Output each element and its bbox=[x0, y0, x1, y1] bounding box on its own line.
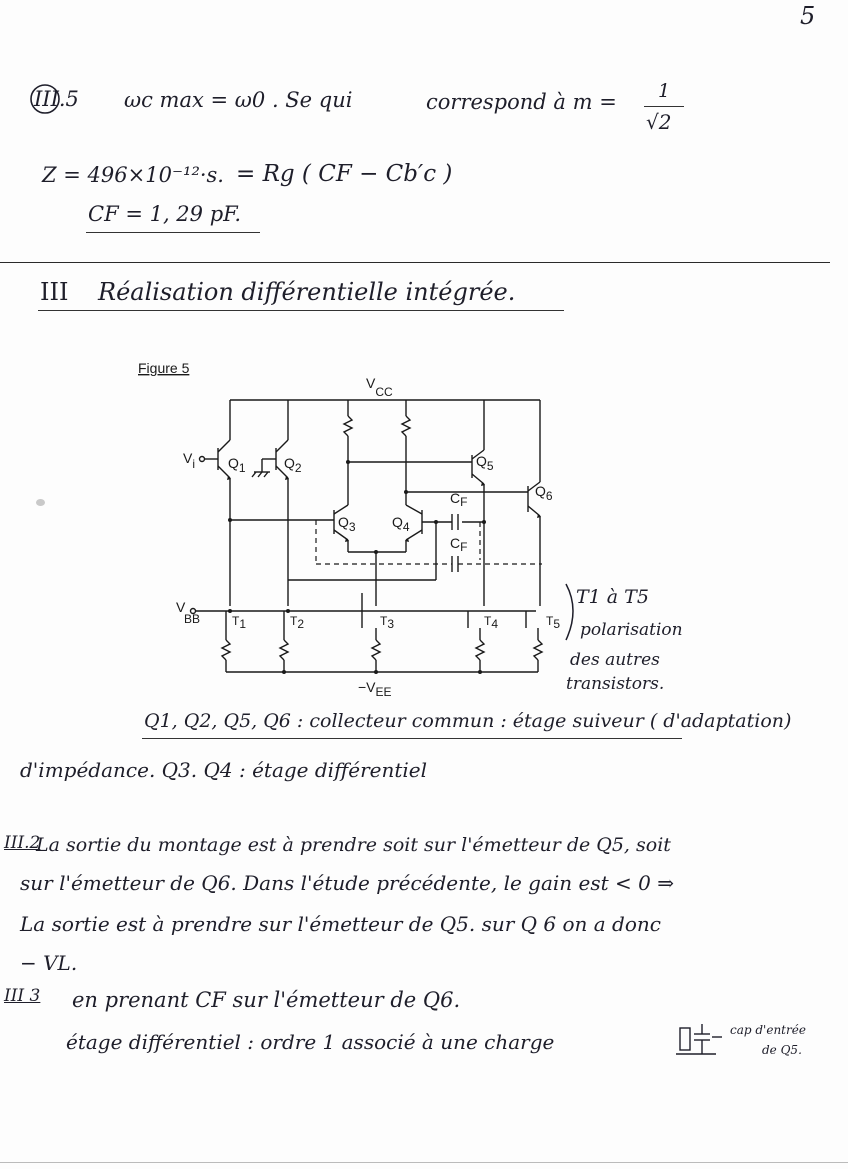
t2-label: T2 bbox=[290, 614, 305, 631]
vi-label: Vi bbox=[183, 450, 196, 471]
q3-label: Q3 bbox=[338, 514, 356, 534]
side-note-line2: polarisation bbox=[580, 620, 683, 640]
t1-label: T1 bbox=[232, 614, 247, 631]
paragraph3-note1: cap d'entrée bbox=[730, 1023, 806, 1037]
paragraph2-line4: − VL. bbox=[20, 951, 78, 975]
cf-label-1: CF bbox=[450, 490, 468, 509]
side-note-line4: transistors. bbox=[566, 674, 665, 694]
fraction-numerator: 1 bbox=[658, 80, 671, 102]
vcc-label: VCC bbox=[366, 375, 393, 399]
section-title: Réalisation différentielle intégrée. bbox=[98, 278, 516, 306]
vbb-label: V BB bbox=[176, 599, 201, 626]
cf-label-2: CF bbox=[450, 535, 468, 554]
paragraph3-line1: en prenant CF sur l'émetteur de Q6. bbox=[72, 988, 461, 1012]
q6-label: Q6 bbox=[535, 483, 553, 503]
paragraph3-note2: de Q5. bbox=[762, 1043, 802, 1057]
paragraph2-label: III.2 bbox=[4, 833, 41, 853]
paragraph2-line1: La sortie du montage est à prendre soit sur l'émetteur de Q5, soit bbox=[36, 834, 671, 856]
q1-label: Q1 bbox=[228, 455, 246, 475]
paragraph2-line2: sur l'émetteur de Q6. Dans l'étude précédente, le gain est < 0 ⇒ bbox=[20, 871, 674, 895]
paragraph1-line2: d'impédance. Q3. Q4 : étage différentiel bbox=[20, 758, 428, 782]
equation-z-right: = Rg ( CF − Cb′c ) bbox=[236, 161, 453, 187]
t3-label: T3 bbox=[380, 614, 395, 631]
q2-label: Q2 bbox=[284, 455, 302, 475]
side-bracket bbox=[566, 584, 573, 640]
paper-smudge bbox=[36, 499, 45, 506]
q5-label: Q5 bbox=[476, 453, 494, 473]
load-capacitor-icon bbox=[676, 1020, 726, 1070]
page-number: 5 bbox=[800, 2, 816, 30]
equation-cf-result: CF = 1, 29 pF. bbox=[88, 202, 242, 226]
paragraph1-line1: Q1, Q2, Q5, Q6 : collecteur commun : étage suiveur ( d'adaptation) bbox=[144, 710, 792, 732]
side-note-line3: des autres bbox=[570, 650, 660, 670]
t5-label: T5 bbox=[546, 614, 561, 631]
fraction-denominator: √2 bbox=[646, 110, 672, 134]
paragraph3-line2: étage différentiel : ordre 1 associé à une charge bbox=[66, 1030, 555, 1054]
side-note-line1: T1 à T5 bbox=[576, 586, 649, 608]
correspondence-text: correspond à m = bbox=[426, 90, 617, 114]
paragraph2-line3: La sortie est à prendre sur l'émetteur de Q5. sur Q 6 on a donc bbox=[20, 912, 661, 936]
q4-label: Q4 bbox=[392, 514, 410, 534]
section-numeral-iii: III bbox=[40, 278, 69, 306]
section-label-iii5: III.5 bbox=[34, 87, 79, 111]
equation-z-left: Z = 496×10⁻¹²·s. bbox=[42, 163, 224, 187]
t4-label: T4 bbox=[484, 614, 499, 631]
vee-label: −VEE bbox=[358, 679, 392, 699]
paragraph1-underline bbox=[142, 738, 682, 739]
paragraph3-label: III 3 bbox=[4, 986, 41, 1006]
figure-caption: Figure 5 bbox=[138, 360, 190, 376]
omega-condition: ωc max = ω0 . Se qui bbox=[124, 88, 353, 112]
page-bottom-edge bbox=[0, 1162, 848, 1163]
